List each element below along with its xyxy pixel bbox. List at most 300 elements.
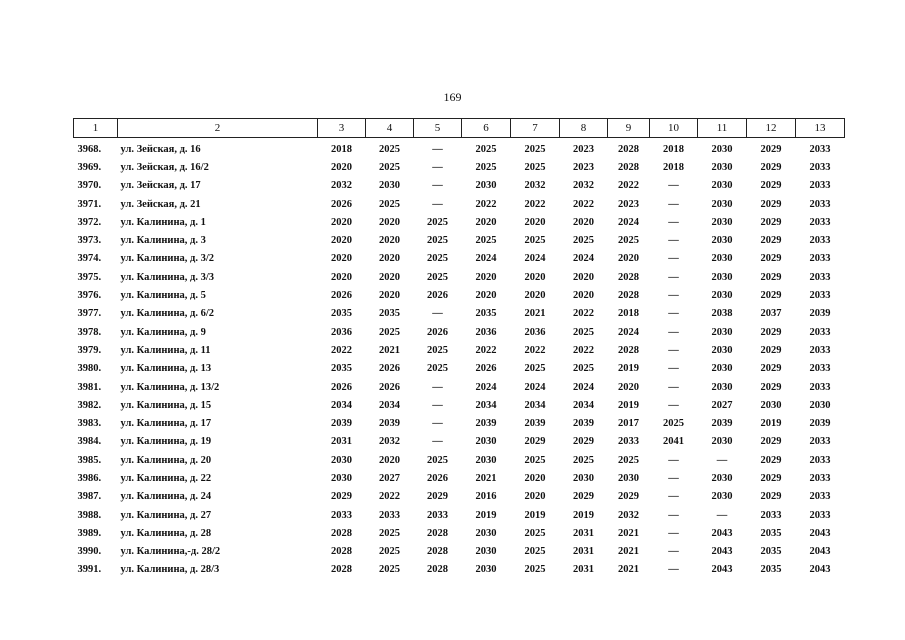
page-number: 169 <box>443 90 462 104</box>
row-number-cell: 3991. <box>77 564 102 576</box>
year-cell: 2018 <box>663 161 684 173</box>
year-cell: 2035 <box>760 527 782 539</box>
year-cell: 2020 <box>524 271 546 283</box>
year-cell: 2033 <box>760 509 782 521</box>
year-cell: 2029 <box>331 491 352 503</box>
year-cell: — <box>668 180 679 192</box>
year-cell: 2018 <box>331 143 352 155</box>
year-cell: 2043 <box>809 527 831 539</box>
address-cell: ул. Калинина, д. 27 <box>120 509 212 521</box>
year-cell: 2029 <box>760 326 782 338</box>
year-cell: 2030 <box>711 253 733 265</box>
year-cell: 2025 <box>427 253 448 265</box>
year-cell: 2030 <box>711 491 733 503</box>
year-cell: 2022 <box>524 198 546 210</box>
year-cell: 2025 <box>427 344 448 356</box>
year-cell: 2020 <box>331 161 352 173</box>
column-header: 8 <box>560 119 608 138</box>
year-cell: 2033 <box>618 436 639 448</box>
year-cell: 2033 <box>809 180 831 192</box>
year-cell: 2020 <box>331 235 352 247</box>
year-cell: 2025 <box>524 235 546 247</box>
year-cell: 2016 <box>475 491 497 503</box>
year-cell: 2025 <box>524 546 546 558</box>
year-cell: 2033 <box>809 161 831 173</box>
year-cell: 2034 <box>331 399 352 411</box>
table-row <box>74 268 845 286</box>
year-cell: 2029 <box>760 344 782 356</box>
year-cell: 2030 <box>711 180 733 192</box>
address-cell: ул. Калинина, д. 17 <box>120 418 212 430</box>
row-number-cell: 3975. <box>77 271 102 283</box>
year-cell: 2029 <box>760 271 782 283</box>
year-cell: 2033 <box>809 363 831 375</box>
year-cell: 2025 <box>475 161 497 173</box>
year-cell: 2025 <box>427 216 448 228</box>
year-cell: — <box>668 326 679 338</box>
year-cell: 2030 <box>618 472 639 484</box>
year-cell: 2024 <box>573 253 594 265</box>
year-cell: — <box>432 436 443 448</box>
column-header: 3 <box>318 119 366 138</box>
year-cell: 2022 <box>379 491 400 503</box>
table-row <box>74 231 845 249</box>
column-header: 10 <box>650 119 698 138</box>
table-header-row <box>74 119 845 138</box>
year-cell: 2026 <box>475 363 497 375</box>
column-header: 9 <box>608 119 650 138</box>
year-cell: 2028 <box>427 527 448 539</box>
year-cell: 2030 <box>475 454 497 466</box>
year-cell: 2022 <box>524 344 546 356</box>
year-cell: 2030 <box>711 381 733 393</box>
year-cell: 2017 <box>618 418 639 430</box>
address-cell: ул. Калинина, д. 9 <box>120 326 206 338</box>
row-number-cell: 3979. <box>77 344 102 356</box>
year-cell: 2032 <box>573 180 594 192</box>
row-number-cell: 3972. <box>77 216 102 228</box>
year-cell: 2025 <box>427 271 448 283</box>
year-cell: 2028 <box>618 344 639 356</box>
address-cell: ул. Зейская, д. 16 <box>120 143 201 155</box>
row-number-cell: 3990. <box>77 546 102 558</box>
year-cell: 2028 <box>618 271 639 283</box>
year-cell: 2023 <box>573 161 594 173</box>
year-cell: 2018 <box>618 308 639 320</box>
year-cell: 2028 <box>618 143 639 155</box>
year-cell: 2033 <box>809 436 831 448</box>
year-cell: 2025 <box>379 564 400 576</box>
year-cell: — <box>432 198 443 210</box>
year-cell: 2030 <box>711 198 733 210</box>
year-cell: 2024 <box>618 326 639 338</box>
year-cell: 2032 <box>331 180 352 192</box>
table-row <box>74 506 845 524</box>
year-cell: 2039 <box>809 308 831 320</box>
table-body <box>74 138 845 580</box>
year-cell: 2043 <box>711 564 733 576</box>
year-cell: 2035 <box>760 564 782 576</box>
year-cell: 2031 <box>573 527 594 539</box>
year-cell: 2036 <box>524 326 546 338</box>
year-cell: 2030 <box>711 290 733 302</box>
year-cell: 2019 <box>760 418 782 430</box>
address-cell: ул. Калинина, д. 28 <box>120 527 212 539</box>
year-cell: 2028 <box>331 527 352 539</box>
address-cell: ул. Калинина, д. 19 <box>120 436 212 448</box>
year-cell: — <box>668 344 679 356</box>
year-cell: 2029 <box>524 436 546 448</box>
year-cell: 2025 <box>573 363 594 375</box>
year-cell: 2033 <box>331 509 352 521</box>
year-cell: 2026 <box>331 381 352 393</box>
year-cell: 2020 <box>379 216 400 228</box>
table-row <box>74 138 845 159</box>
year-cell: 2039 <box>524 418 546 430</box>
year-cell: 2025 <box>427 235 448 247</box>
year-cell: — <box>668 509 679 521</box>
year-cell: 2021 <box>618 546 639 558</box>
table-row <box>74 305 845 323</box>
year-cell: 2020 <box>475 290 497 302</box>
address-cell: ул. Калинина, д. 24 <box>120 491 212 503</box>
column-header: 12 <box>747 119 796 138</box>
year-cell: 2031 <box>573 564 594 576</box>
year-cell: 2025 <box>573 454 594 466</box>
row-number-cell: 3974. <box>77 253 102 265</box>
year-cell: 2025 <box>573 235 594 247</box>
year-cell: 2020 <box>618 381 639 393</box>
year-cell: 2025 <box>379 161 400 173</box>
row-number-cell: 3988. <box>77 509 102 521</box>
year-cell: 2020 <box>331 216 352 228</box>
table-row <box>74 177 845 195</box>
table-row <box>74 433 845 451</box>
year-cell: 2030 <box>809 399 831 411</box>
year-cell: — <box>668 546 679 558</box>
year-cell: 2028 <box>427 564 448 576</box>
year-cell: — <box>668 381 679 393</box>
year-cell: 2030 <box>331 454 352 466</box>
year-cell: 2031 <box>331 436 352 448</box>
year-cell: 2025 <box>427 363 448 375</box>
year-cell: 2019 <box>573 509 594 521</box>
year-cell: 2033 <box>379 509 400 521</box>
year-cell: 2029 <box>427 491 448 503</box>
year-cell: 2030 <box>331 472 352 484</box>
year-cell: 2032 <box>379 436 400 448</box>
year-cell: — <box>668 399 679 411</box>
year-cell: 2036 <box>475 326 497 338</box>
year-cell: 2029 <box>760 161 782 173</box>
row-number-cell: 3970. <box>77 180 102 192</box>
row-number-cell: 3969. <box>77 161 102 173</box>
year-cell: 2025 <box>475 143 497 155</box>
column-header: 6 <box>462 119 511 138</box>
year-cell: 2021 <box>379 344 400 356</box>
year-cell: 2030 <box>711 436 733 448</box>
year-cell: 2030 <box>711 161 733 173</box>
year-cell: 2020 <box>379 271 400 283</box>
year-cell: 2026 <box>379 363 400 375</box>
year-cell: 2043 <box>711 546 733 558</box>
year-cell: 2030 <box>711 271 733 283</box>
year-cell: 2033 <box>809 271 831 283</box>
year-cell: 2033 <box>809 235 831 247</box>
year-cell: 2032 <box>618 509 639 521</box>
year-cell: 2020 <box>331 271 352 283</box>
year-cell: 2030 <box>711 235 733 247</box>
year-cell: — <box>668 308 679 320</box>
year-cell: — <box>432 308 443 320</box>
year-cell: 2020 <box>379 454 400 466</box>
year-cell: 2029 <box>618 491 639 503</box>
year-cell: — <box>716 509 728 521</box>
year-cell: 2025 <box>379 143 400 155</box>
address-cell: ул. Калинина, д. 20 <box>120 454 212 466</box>
year-cell: 2021 <box>618 527 639 539</box>
year-cell: 2020 <box>618 253 639 265</box>
year-cell: 2020 <box>524 216 546 228</box>
address-cell: ул. Калинина, д. 3 <box>120 235 206 247</box>
table-row <box>74 561 845 579</box>
year-cell: — <box>668 527 679 539</box>
year-cell: 2028 <box>618 290 639 302</box>
year-cell: 2038 <box>711 308 733 320</box>
year-cell: 2035 <box>760 546 782 558</box>
year-cell: 2025 <box>663 418 684 430</box>
year-cell: 2020 <box>524 491 546 503</box>
year-cell: 2022 <box>573 198 594 210</box>
year-cell: 2039 <box>331 418 352 430</box>
year-cell: 2043 <box>809 546 831 558</box>
row-number-cell: 3987. <box>77 491 102 503</box>
address-cell: ул. Калинина, д. 6/2 <box>120 308 215 320</box>
row-number-cell: 3978. <box>77 326 102 338</box>
row-number-cell: 3976. <box>77 290 102 302</box>
year-cell: 2026 <box>331 198 352 210</box>
year-cell: 2029 <box>760 491 782 503</box>
year-cell: 2030 <box>711 326 733 338</box>
year-cell: 2039 <box>475 418 497 430</box>
year-cell: 2026 <box>379 381 400 393</box>
year-cell: 2021 <box>618 564 639 576</box>
year-cell: 2020 <box>475 216 497 228</box>
year-cell: 2029 <box>760 363 782 375</box>
year-cell: 2019 <box>618 399 639 411</box>
address-cell: ул. Зейская, д. 21 <box>120 198 201 210</box>
year-cell: 2030 <box>475 527 497 539</box>
year-cell: 2024 <box>524 381 546 393</box>
table-row <box>74 286 845 304</box>
year-cell: 2030 <box>711 344 733 356</box>
year-cell: 2028 <box>331 546 352 558</box>
year-cell: — <box>432 381 443 393</box>
year-cell: 2033 <box>809 491 831 503</box>
year-cell: 2022 <box>573 308 594 320</box>
column-header: 7 <box>511 119 560 138</box>
year-cell: 2020 <box>379 253 400 265</box>
address-cell: ул. Калинина, д. 28/3 <box>120 564 220 576</box>
year-cell: 2020 <box>573 216 594 228</box>
year-cell: 2033 <box>809 472 831 484</box>
year-cell: 2030 <box>573 472 594 484</box>
table-row <box>74 543 845 561</box>
column-header: 2 <box>118 119 318 138</box>
year-cell: 2019 <box>475 509 497 521</box>
year-cell: 2025 <box>475 235 497 247</box>
year-cell: 2028 <box>427 546 448 558</box>
year-cell: 2025 <box>618 235 639 247</box>
year-cell: 2043 <box>809 564 831 576</box>
year-cell: 2022 <box>475 344 497 356</box>
year-cell: 2022 <box>573 344 594 356</box>
year-cell: 2039 <box>711 418 733 430</box>
row-number-cell: 3986. <box>77 472 102 484</box>
year-cell: — <box>668 198 679 210</box>
year-cell: 2020 <box>331 253 352 265</box>
year-cell: 2025 <box>524 564 546 576</box>
year-cell: 2019 <box>618 363 639 375</box>
year-cell: 2033 <box>809 216 831 228</box>
year-cell: 2025 <box>524 527 546 539</box>
year-cell: 2033 <box>809 143 831 155</box>
year-cell: 2025 <box>379 198 400 210</box>
address-cell: ул. Калинина, д. 13 <box>120 363 212 375</box>
address-cell: ул. Калинина, д. 3/3 <box>120 271 215 283</box>
year-cell: 2024 <box>524 253 546 265</box>
year-cell: 2030 <box>475 564 497 576</box>
year-cell: 2039 <box>573 418 594 430</box>
year-cell: 2025 <box>524 363 546 375</box>
year-cell: — <box>668 216 679 228</box>
table-row <box>74 378 845 396</box>
year-cell: 2029 <box>760 290 782 302</box>
year-cell: 2020 <box>475 271 497 283</box>
year-cell: 2030 <box>760 399 782 411</box>
table-row <box>74 158 845 176</box>
year-cell: 2029 <box>760 436 782 448</box>
row-number-cell: 3968. <box>77 143 102 155</box>
year-cell: 2032 <box>524 180 546 192</box>
year-cell: 2026 <box>427 472 448 484</box>
year-cell: 2037 <box>760 308 782 320</box>
row-number-cell: 3983. <box>77 418 102 430</box>
row-number-cell: 3984. <box>77 436 102 448</box>
column-header: 13 <box>796 119 845 138</box>
year-cell: 2034 <box>379 399 400 411</box>
year-cell: — <box>432 143 443 155</box>
year-cell: 2031 <box>573 546 594 558</box>
year-cell: 2033 <box>809 509 831 521</box>
year-cell: 2026 <box>427 290 448 302</box>
year-cell: 2020 <box>524 472 546 484</box>
address-cell: ул. Калинина, д. 15 <box>120 399 212 411</box>
year-cell: 2022 <box>331 344 352 356</box>
row-number-cell: 3989. <box>77 527 102 539</box>
year-cell: 2022 <box>618 180 639 192</box>
year-cell: 2036 <box>331 326 352 338</box>
year-cell: 2030 <box>475 436 497 448</box>
table-row <box>74 469 845 487</box>
year-cell: — <box>668 472 679 484</box>
table-row <box>74 341 845 359</box>
year-cell: 2025 <box>427 454 448 466</box>
year-cell: 2033 <box>809 253 831 265</box>
year-cell: 2020 <box>524 290 546 302</box>
year-cell: 2033 <box>427 509 448 521</box>
year-cell: 2025 <box>524 454 546 466</box>
year-cell: 2020 <box>379 290 400 302</box>
address-cell: ул. Калинина, д. 5 <box>120 290 206 302</box>
column-header: 1 <box>74 119 118 138</box>
year-cell: 2034 <box>475 399 497 411</box>
year-cell: — <box>432 418 443 430</box>
year-cell: 2035 <box>475 308 497 320</box>
year-cell: — <box>668 454 679 466</box>
year-cell: 2021 <box>524 308 546 320</box>
table-row <box>74 414 845 432</box>
year-cell: 2029 <box>573 436 594 448</box>
year-cell: 2020 <box>379 235 400 247</box>
table-row <box>74 396 845 414</box>
year-cell: 2023 <box>618 198 639 210</box>
year-cell: 2025 <box>618 454 639 466</box>
year-cell: 2033 <box>809 454 831 466</box>
row-number-cell: 3981. <box>77 381 102 393</box>
table-row <box>74 524 845 542</box>
year-cell: 2025 <box>379 527 400 539</box>
year-cell: 2030 <box>711 363 733 375</box>
address-cell: ул. Зейская, д. 17 <box>120 180 201 192</box>
year-cell: — <box>668 564 679 576</box>
column-header: 5 <box>414 119 462 138</box>
year-cell: 2043 <box>711 527 733 539</box>
year-cell: 2025 <box>573 326 594 338</box>
year-cell: 2034 <box>524 399 546 411</box>
year-cell: — <box>716 454 728 466</box>
address-cell: ул. Калинина, д. 1 <box>120 216 206 228</box>
table-row <box>74 323 845 341</box>
year-cell: — <box>668 253 679 265</box>
year-cell: — <box>432 180 443 192</box>
year-cell: 2025 <box>524 143 546 155</box>
year-cell: 2041 <box>663 436 684 448</box>
year-cell: 2020 <box>573 290 594 302</box>
year-cell: — <box>432 161 443 173</box>
year-cell: 2029 <box>760 381 782 393</box>
year-cell: 2024 <box>573 381 594 393</box>
year-cell: 2019 <box>524 509 546 521</box>
year-cell: 2029 <box>760 143 782 155</box>
address-cell: ул. Калинина, д. 22 <box>120 472 212 484</box>
row-number-cell: 3985. <box>77 454 102 466</box>
address-cell: ул. Калинина, д. 3/2 <box>120 253 215 265</box>
year-cell: 2024 <box>618 216 639 228</box>
address-cell: ул. Калинина, д. 13/2 <box>120 381 220 393</box>
year-cell: 2035 <box>331 363 352 375</box>
year-cell: 2022 <box>475 198 497 210</box>
row-number-cell: 3973. <box>77 235 102 247</box>
year-cell: 2030 <box>711 143 733 155</box>
table-row <box>74 195 845 213</box>
row-number-cell: 3980. <box>77 363 102 375</box>
year-cell: 2029 <box>573 491 594 503</box>
year-cell: 2029 <box>760 454 782 466</box>
year-cell: 2025 <box>379 326 400 338</box>
year-cell: 2029 <box>760 253 782 265</box>
year-cell: 2029 <box>760 216 782 228</box>
